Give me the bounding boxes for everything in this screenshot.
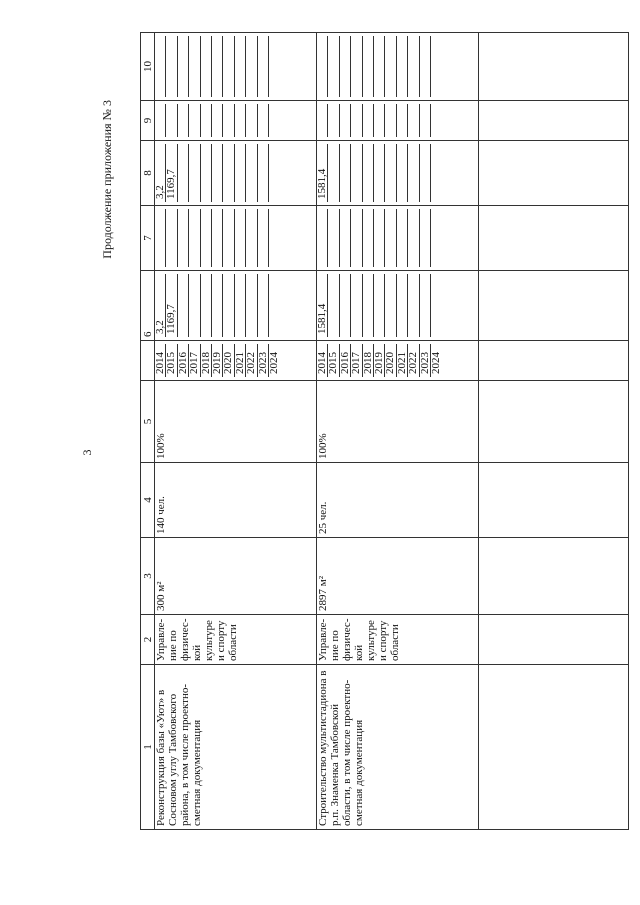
- empty-cell: [235, 104, 246, 137]
- amount-column-6: [155, 271, 317, 341]
- empty-cell: [431, 209, 441, 267]
- empty-cell: [178, 209, 189, 267]
- column-9: [317, 101, 479, 141]
- amount-cell: [235, 144, 246, 202]
- amount-cell: [328, 144, 339, 202]
- year-cell: 2022: [246, 344, 257, 377]
- amount-cell: [212, 144, 223, 202]
- empty-cell: [269, 36, 279, 97]
- empty-cell: [317, 36, 328, 97]
- empty-cell: [189, 209, 200, 267]
- empty-cell: [408, 104, 419, 137]
- project-name: Реконструкция базы «Уют» в Сосновом углу Тамбовского района, в том числе проектно-сметная документация: [155, 665, 317, 830]
- amount-cell: 1581,4: [317, 144, 328, 202]
- amount-cell: [351, 274, 362, 337]
- year-cell: 2019: [212, 344, 223, 377]
- empty-cell: [328, 209, 339, 267]
- empty-cell: [201, 104, 212, 137]
- amount-column-8: [317, 141, 479, 206]
- amount-cell: [420, 274, 431, 337]
- amount-cell: [258, 144, 269, 202]
- amount-cell: [246, 274, 257, 337]
- header-cell: 3: [141, 538, 155, 615]
- empty-cell: [223, 36, 234, 97]
- amount-column-6: [317, 271, 479, 341]
- amount-cell: 3,2: [155, 274, 166, 337]
- amount-cell: [212, 274, 223, 337]
- empty-cell: [385, 209, 396, 267]
- empty-cell: [212, 104, 223, 137]
- empty-cell: [479, 141, 629, 206]
- amount-cell: 1581,4: [317, 274, 328, 337]
- amount-column-8: [155, 141, 317, 206]
- header-cell: 6: [141, 271, 155, 341]
- amount-cell: [340, 274, 351, 337]
- column-9: [155, 101, 317, 141]
- header-cell: 8: [141, 141, 155, 206]
- empty-cell: [212, 36, 223, 97]
- amount-cell: 1169,7: [166, 144, 177, 202]
- empty-cell: [363, 209, 374, 267]
- empty-cell: [166, 36, 177, 97]
- empty-cell: [201, 209, 212, 267]
- year-cell: 2020: [223, 344, 234, 377]
- amount-cell: [374, 274, 385, 337]
- people: 25 чел.: [317, 463, 479, 538]
- header-row: [141, 33, 155, 830]
- empty-cell: [235, 209, 246, 267]
- year-cell: 2020: [385, 344, 396, 377]
- column-10: [155, 33, 317, 101]
- year-cell: 2023: [420, 344, 431, 377]
- year-cell: 2024: [267, 352, 280, 374]
- header-cell: [141, 341, 155, 381]
- year-cell: 2024: [429, 352, 442, 374]
- year-cell: 2017: [351, 344, 362, 377]
- amount-cell: [340, 144, 351, 202]
- empty-cell: [223, 104, 234, 137]
- amount-cell: [258, 274, 269, 337]
- empty-cell: [420, 104, 431, 137]
- amount-cell: [189, 274, 200, 337]
- empty-cell: [431, 36, 441, 97]
- page-number: 3: [80, 449, 94, 456]
- table-row: [317, 33, 479, 830]
- empty-cell: [201, 36, 212, 97]
- empty-cell: [166, 209, 177, 267]
- empty-cell: [385, 36, 396, 97]
- amount-cell: [385, 274, 396, 337]
- executor: Управле-ние по физичес-кой культуре и спорту области: [317, 615, 479, 665]
- executor: Управле-ние по физичес-кой культуре и спорту области: [155, 615, 317, 665]
- empty-cell: [340, 209, 351, 267]
- year-cell: 2021: [235, 344, 246, 377]
- empty-cell: [155, 209, 166, 267]
- empty-cell: [235, 36, 246, 97]
- amount-cell: [201, 144, 212, 202]
- year-cell: 2019: [374, 344, 385, 377]
- empty-cell: [479, 381, 629, 463]
- empty-cell: [374, 36, 385, 97]
- empty-cell: [479, 206, 629, 271]
- amount-cell: [408, 274, 419, 337]
- year-cell: 2022: [408, 344, 419, 377]
- empty-cell: [246, 104, 257, 137]
- amount-cell: [223, 274, 234, 337]
- empty-cell: [374, 104, 385, 137]
- amount-cell: [328, 274, 339, 337]
- project-name: Строительство мультистадиона в р.п. Знаменка Тамбовской области, в том числе проектно-сметная документация: [317, 665, 479, 830]
- header-cell: 4: [141, 463, 155, 538]
- header-cell: 10: [141, 33, 155, 101]
- empty-cell: [479, 665, 629, 830]
- years-column: [317, 341, 479, 381]
- empty-cell: [351, 209, 362, 267]
- table-row: [479, 33, 629, 830]
- empty-cell: [317, 104, 328, 137]
- empty-cell: [479, 271, 629, 341]
- empty-cell: [246, 36, 257, 97]
- empty-cell: [328, 36, 339, 97]
- empty-cell: [351, 104, 362, 137]
- empty-cell: [479, 341, 629, 381]
- header-cell: 7: [141, 206, 155, 271]
- year-cell: 2016: [178, 344, 189, 377]
- year-cell: 2018: [201, 344, 212, 377]
- column-7: [317, 206, 479, 271]
- empty-cell: [363, 36, 374, 97]
- empty-cell: [479, 101, 629, 141]
- amount-cell: [269, 274, 279, 337]
- amount-cell: [351, 144, 362, 202]
- amount-cell: [269, 144, 279, 202]
- empty-cell: [155, 104, 166, 137]
- empty-cell: [420, 36, 431, 97]
- header-cell: 1: [141, 665, 155, 830]
- empty-cell: [385, 104, 396, 137]
- year-cell: 2018: [363, 344, 374, 377]
- empty-cell: [397, 104, 408, 137]
- amount-cell: [178, 144, 189, 202]
- empty-cell: [479, 615, 629, 665]
- table-row: [155, 33, 317, 830]
- empty-cell: [212, 209, 223, 267]
- empty-cell: [258, 209, 269, 267]
- amount-cell: [408, 144, 419, 202]
- years-column: [155, 341, 317, 381]
- empty-cell: [328, 104, 339, 137]
- header-cell: 2: [141, 615, 155, 665]
- empty-cell: [420, 209, 431, 267]
- empty-cell: [363, 104, 374, 137]
- empty-cell: [397, 36, 408, 97]
- amount-cell: [363, 274, 374, 337]
- year-cell: 2014: [155, 344, 166, 377]
- readiness: 100%: [317, 381, 479, 463]
- empty-cell: [189, 36, 200, 97]
- empty-cell: [269, 104, 279, 137]
- empty-cell: [246, 209, 257, 267]
- empty-cell: [408, 209, 419, 267]
- year-cell: 2015: [328, 344, 339, 377]
- empty-cell: [479, 538, 629, 615]
- amount-cell: [178, 274, 189, 337]
- empty-cell: [317, 209, 328, 267]
- empty-cell: [223, 209, 234, 267]
- empty-cell: [397, 209, 408, 267]
- column-7: [155, 206, 317, 271]
- amount-cell: [201, 274, 212, 337]
- empty-cell: [166, 104, 177, 137]
- amount-cell: [397, 274, 408, 337]
- amount-cell: [397, 144, 408, 202]
- empty-cell: [374, 209, 385, 267]
- amount-cell: [363, 144, 374, 202]
- header-cell: 5: [141, 381, 155, 463]
- readiness: 100%: [155, 381, 317, 463]
- amount-cell: [223, 144, 234, 202]
- empty-cell: [340, 36, 351, 97]
- empty-cell: [431, 104, 441, 137]
- amount-cell: [431, 144, 441, 202]
- continuation-title: Продолжение приложения № 3: [100, 100, 114, 259]
- header-cell: 9: [141, 101, 155, 141]
- capacity: 300 м²: [155, 538, 317, 615]
- empty-cell: [408, 36, 419, 97]
- amount-cell: [246, 144, 257, 202]
- amount-cell: [189, 144, 200, 202]
- amount-cell: [420, 144, 431, 202]
- empty-cell: [155, 36, 166, 97]
- empty-cell: [479, 33, 629, 101]
- empty-cell: [258, 36, 269, 97]
- empty-cell: [479, 463, 629, 538]
- people: 140 чел.: [155, 463, 317, 538]
- empty-cell: [178, 36, 189, 97]
- year-cell: 2014: [317, 344, 328, 377]
- empty-cell: [258, 104, 269, 137]
- column-10: [317, 33, 479, 101]
- capacity: 2897 м²: [317, 538, 479, 615]
- year-cell: 2017: [189, 344, 200, 377]
- empty-cell: [340, 104, 351, 137]
- amount-cell: [385, 144, 396, 202]
- amount-cell: 1169,7: [166, 274, 177, 337]
- appendix-table: [140, 32, 629, 830]
- empty-cell: [351, 36, 362, 97]
- empty-cell: [189, 104, 200, 137]
- year-cell: 2021: [397, 344, 408, 377]
- year-cell: 2015: [166, 344, 177, 377]
- empty-cell: [178, 104, 189, 137]
- amount-cell: 3,2: [155, 144, 166, 202]
- amount-cell: [235, 274, 246, 337]
- year-cell: 2016: [340, 344, 351, 377]
- empty-cell: [269, 209, 279, 267]
- amount-cell: [374, 144, 385, 202]
- year-cell: 2023: [258, 344, 269, 377]
- amount-cell: [431, 274, 441, 337]
